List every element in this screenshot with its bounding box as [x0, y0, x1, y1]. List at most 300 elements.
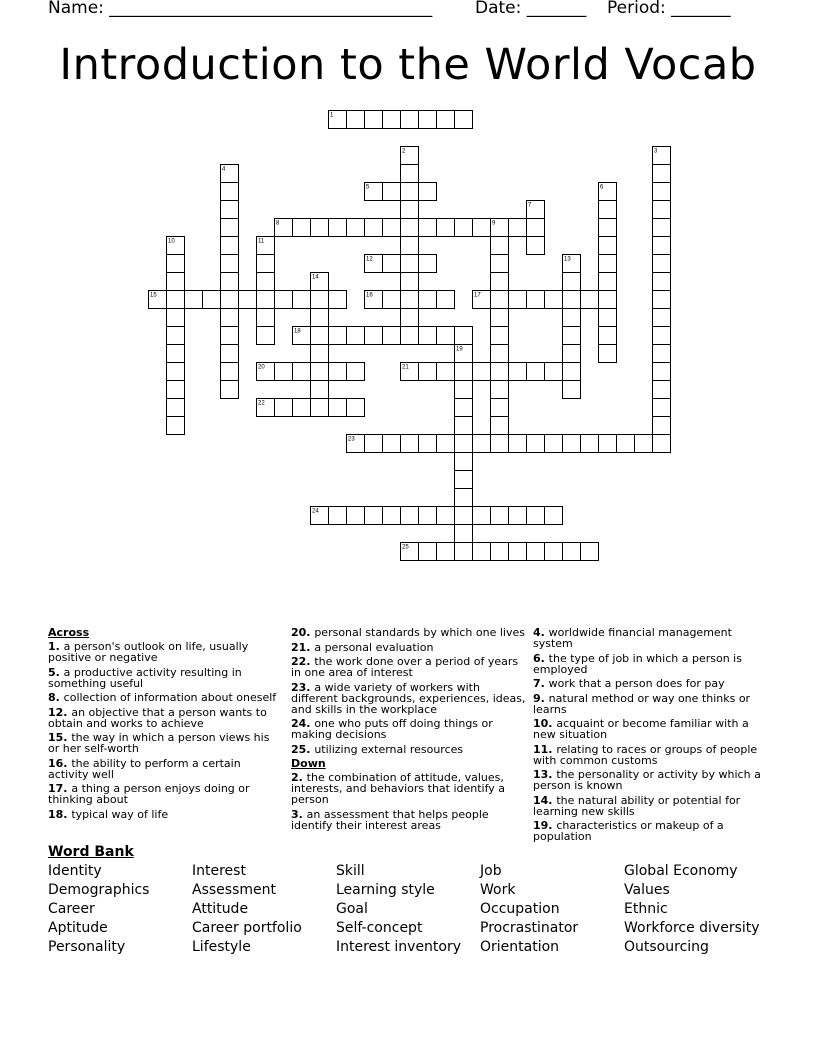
crossword-cell[interactable] — [509, 435, 527, 453]
crossword-cell[interactable] — [311, 309, 329, 327]
crossword-cell[interactable] — [491, 291, 509, 309]
clue-number: 1. — [48, 640, 64, 653]
crossword-cell[interactable] — [203, 291, 221, 309]
clue-text: work that a person does for pay — [548, 677, 725, 690]
crossword-cell[interactable] — [527, 543, 545, 561]
crossword-cell[interactable] — [563, 381, 581, 399]
word-bank-word: Workforce diversity — [624, 920, 760, 936]
crossword-cell[interactable] — [545, 363, 563, 381]
crossword-cell[interactable] — [167, 345, 185, 363]
across-clue — [291, 642, 527, 653]
crossword-cell[interactable] — [437, 363, 455, 381]
date-field[interactable]: Date: _______ — [475, 0, 587, 18]
crossword-cell[interactable] — [257, 255, 275, 273]
across-clue — [291, 656, 527, 678]
crossword-cell[interactable] — [401, 165, 419, 183]
crossword-cell[interactable] — [635, 435, 653, 453]
crossword-cell[interactable] — [455, 471, 473, 489]
clue-text: the work done over a period of years in one area of interest — [291, 655, 519, 679]
clue-number: 12 — [366, 256, 373, 263]
crossword-cell[interactable] — [653, 381, 671, 399]
crossword-cell[interactable] — [257, 291, 275, 309]
crossword-cell[interactable] — [455, 219, 473, 237]
clue-number: 16. — [48, 756, 72, 770]
crossword-cell[interactable] — [401, 273, 419, 291]
clue-number: 18 — [294, 328, 301, 335]
clue-number: 9. — [533, 691, 549, 705]
clue-number: 21. — [291, 640, 315, 654]
clue-number: 15. — [48, 731, 72, 744]
word-bank-word: Orientation — [480, 939, 560, 955]
crossword-cell[interactable] — [653, 345, 671, 363]
crossword-cell[interactable] — [491, 363, 509, 381]
crossword-cell[interactable] — [563, 435, 581, 453]
clue-text: an assessment that helps people identify their interest areas — [291, 807, 489, 832]
crossword-cell[interactable] — [491, 255, 509, 273]
crossword-cell[interactable] — [455, 399, 473, 417]
crossword-cell[interactable] — [329, 507, 347, 525]
clue-number: 3. — [291, 807, 307, 821]
clue-text: typical way of life — [71, 807, 169, 821]
crossword-cell[interactable] — [311, 363, 329, 381]
name-field[interactable]: Name: ______________________________________ — [48, 0, 433, 18]
crossword-cell[interactable] — [581, 291, 599, 309]
crossword-cell[interactable] — [653, 435, 671, 453]
word-bank-word: Career portfolio — [192, 920, 302, 936]
crossword-cell[interactable] — [563, 291, 581, 309]
crossword-cell[interactable] — [437, 507, 455, 525]
crossword-cell[interactable] — [365, 111, 383, 129]
crossword-cell[interactable] — [329, 363, 347, 381]
across-clue — [48, 783, 284, 805]
crossword-cell[interactable] — [491, 399, 509, 417]
crossword-cell[interactable] — [383, 219, 401, 237]
crossword-cell[interactable] — [437, 327, 455, 345]
crossword-cell[interactable] — [167, 327, 185, 345]
crossword-cell[interactable] — [401, 201, 419, 219]
crossword-cell[interactable] — [545, 543, 563, 561]
clue-text: the natural ability or potential for learning new skills — [533, 793, 741, 818]
clue-number: 4. — [533, 626, 549, 639]
crossword-cell[interactable] — [383, 111, 401, 129]
clue-number: 6 — [600, 184, 604, 191]
crossword-cell[interactable] — [563, 345, 581, 363]
crossword-cell[interactable] — [491, 237, 509, 255]
crossword-cell[interactable] — [653, 183, 671, 201]
crossword-cell[interactable] — [275, 363, 293, 381]
crossword-cell[interactable] — [599, 219, 617, 237]
crossword-cell[interactable] — [383, 291, 401, 309]
word-bank-word: Interest inventory — [336, 939, 462, 955]
crossword-cell[interactable] — [221, 363, 239, 381]
crossword-cell[interactable] — [167, 291, 185, 309]
crossword-cell[interactable] — [347, 363, 365, 381]
crossword-cell[interactable] — [221, 381, 239, 399]
down-clue — [533, 744, 769, 766]
word-bank-word: Ethnic — [624, 901, 668, 917]
crossword-cell[interactable] — [347, 507, 365, 525]
word-bank-word: Values — [624, 882, 670, 898]
crossword-cell[interactable] — [401, 255, 419, 273]
crossword-cell[interactable] — [455, 525, 473, 543]
across-clue — [48, 809, 284, 820]
clue-number: 11. — [533, 742, 557, 756]
crossword-cell[interactable] — [455, 363, 473, 381]
clue-number: 8 — [276, 220, 280, 227]
crossword-cell[interactable] — [509, 291, 527, 309]
crossword-cell[interactable] — [509, 507, 527, 525]
crossword-cell[interactable] — [653, 273, 671, 291]
word-bank-word: Work — [480, 882, 516, 898]
crossword-cell[interactable] — [401, 219, 419, 237]
clue-number: 24 — [312, 508, 319, 515]
crossword-cell[interactable] — [221, 273, 239, 291]
crossword-cell[interactable] — [437, 543, 455, 561]
crossword-cell[interactable] — [275, 291, 293, 309]
down-clue — [291, 809, 527, 831]
crossword-cell[interactable] — [401, 291, 419, 309]
word-bank-word: Attitude — [192, 901, 249, 917]
crossword-cell[interactable] — [185, 291, 203, 309]
crossword-cell[interactable] — [419, 255, 437, 273]
clue-number: 13 — [564, 256, 571, 263]
crossword-cell[interactable] — [545, 291, 563, 309]
crossword-cell[interactable] — [527, 363, 545, 381]
crossword-cell[interactable] — [563, 543, 581, 561]
crossword-cell[interactable] — [473, 543, 491, 561]
clue-number: 4 — [222, 166, 226, 173]
crossword-cell[interactable] — [365, 327, 383, 345]
clue-number: 18. — [48, 807, 72, 821]
crossword-cell[interactable] — [617, 435, 635, 453]
clue-number: 17 — [474, 292, 481, 299]
clue-number: 7. — [533, 677, 549, 690]
crossword-cell[interactable] — [257, 273, 275, 291]
crossword-cell[interactable] — [275, 399, 293, 417]
crossword-cell[interactable] — [419, 111, 437, 129]
period-field[interactable]: Period: _______ — [607, 0, 731, 18]
across-clue — [48, 692, 284, 703]
crossword-cell[interactable] — [401, 309, 419, 327]
crossword-cell[interactable] — [653, 399, 671, 417]
word-bank-word: Job — [480, 863, 502, 879]
crossword-cell[interactable] — [653, 165, 671, 183]
clue-number: 24. — [291, 717, 315, 730]
crossword-cell[interactable] — [383, 327, 401, 345]
crossword-cell[interactable] — [347, 111, 365, 129]
crossword-cell[interactable] — [365, 435, 383, 453]
crossword-cell[interactable] — [473, 363, 491, 381]
crossword-cell[interactable] — [653, 255, 671, 273]
clue-text: acquaint or become familiar with a new situation — [533, 717, 749, 741]
across-clue — [48, 732, 284, 754]
word-bank-word: Interest — [192, 863, 246, 879]
crossword-cell[interactable] — [347, 327, 365, 345]
word-bank-word: Learning style — [336, 882, 435, 898]
crossword-cell[interactable] — [563, 363, 581, 381]
down-clue — [533, 653, 769, 675]
crossword-cell[interactable] — [221, 201, 239, 219]
crossword-cell[interactable] — [293, 399, 311, 417]
down-clue — [533, 795, 769, 817]
across-clue — [48, 758, 284, 780]
clue-number: 6. — [533, 651, 549, 665]
down-clue — [533, 678, 769, 689]
clue-text: personal standards by which one lives — [314, 626, 525, 639]
crossword-cell[interactable] — [653, 219, 671, 237]
crossword-cell[interactable] — [329, 399, 347, 417]
crossword-cell[interactable] — [329, 327, 347, 345]
clue-text: the personality or activity by which a person is known — [533, 768, 761, 792]
word-bank-word: Aptitude — [48, 920, 108, 936]
crossword-cell[interactable] — [599, 237, 617, 255]
crossword-cell[interactable] — [455, 453, 473, 471]
crossword-cell[interactable] — [311, 219, 329, 237]
crossword-cell[interactable] — [491, 345, 509, 363]
crossword-cell[interactable] — [257, 327, 275, 345]
crossword-cell[interactable] — [581, 543, 599, 561]
crossword-cell[interactable] — [221, 327, 239, 345]
crossword-cell[interactable] — [419, 291, 437, 309]
crossword-cell[interactable] — [599, 345, 617, 363]
crossword-cell[interactable] — [563, 273, 581, 291]
crossword-cell[interactable] — [527, 507, 545, 525]
word-bank-word: Lifestyle — [192, 939, 251, 955]
crossword-cell[interactable] — [167, 255, 185, 273]
clues-column-2 — [291, 627, 527, 834]
crossword-cell[interactable] — [599, 291, 617, 309]
crossword-cell[interactable] — [221, 309, 239, 327]
clue-text: worldwide financial management system — [533, 626, 732, 650]
crossword-cell[interactable] — [221, 345, 239, 363]
crossword-cell[interactable] — [509, 543, 527, 561]
clue-number: 25 — [402, 544, 409, 551]
crossword-cell[interactable] — [311, 381, 329, 399]
crossword-cell[interactable] — [221, 183, 239, 201]
clues-column-3 — [533, 627, 769, 846]
crossword-cell[interactable] — [167, 309, 185, 327]
crossword-cell[interactable] — [257, 309, 275, 327]
crossword-cell[interactable] — [167, 399, 185, 417]
across-clue — [48, 641, 284, 663]
clue-number: 20 — [258, 364, 265, 371]
crossword-cell[interactable] — [347, 399, 365, 417]
down-clue — [533, 820, 769, 842]
crossword-cell[interactable] — [221, 291, 239, 309]
clue-number: 5. — [48, 665, 64, 679]
crossword-cell[interactable] — [401, 507, 419, 525]
crossword-cell[interactable] — [455, 327, 473, 345]
crossword-cell[interactable] — [473, 507, 491, 525]
crossword-cell[interactable] — [491, 543, 509, 561]
crossword-cell[interactable] — [599, 309, 617, 327]
crossword-cell[interactable] — [599, 327, 617, 345]
crossword-cell[interactable] — [365, 507, 383, 525]
crossword-cell[interactable] — [581, 435, 599, 453]
crossword-cell[interactable] — [419, 363, 437, 381]
crossword-cell[interactable] — [311, 345, 329, 363]
crossword-cell[interactable] — [401, 111, 419, 129]
crossword-cell[interactable] — [383, 435, 401, 453]
crossword-cell[interactable] — [599, 201, 617, 219]
crossword-cell[interactable] — [329, 291, 347, 309]
crossword-cell[interactable] — [167, 273, 185, 291]
crossword-cell[interactable] — [491, 309, 509, 327]
clue-number: 8. — [48, 691, 64, 704]
crossword-cell[interactable] — [455, 111, 473, 129]
page-title: Introduction to the World Vocab — [59, 40, 757, 90]
clue-text: the type of job in which a person is employed — [533, 651, 742, 676]
crossword-cell[interactable] — [599, 255, 617, 273]
down-clue — [291, 772, 527, 805]
crossword-cell[interactable] — [563, 327, 581, 345]
crossword-cell[interactable] — [437, 435, 455, 453]
crossword-cell[interactable] — [293, 219, 311, 237]
across-clue — [48, 667, 284, 689]
crossword-cell[interactable] — [167, 417, 185, 435]
crossword-cell[interactable] — [653, 237, 671, 255]
word-bank-title: Word Bank — [48, 844, 134, 860]
crossword-cell[interactable] — [383, 255, 401, 273]
clue-text: a productive activity resulting in something useful — [48, 665, 242, 690]
clue-number: 22. — [291, 655, 315, 668]
crossword-cell[interactable] — [491, 507, 509, 525]
crossword-cell[interactable] — [509, 363, 527, 381]
crossword-cell[interactable] — [437, 111, 455, 129]
crossword-cell[interactable] — [293, 363, 311, 381]
crossword-cell[interactable] — [437, 219, 455, 237]
crossword-cell[interactable] — [491, 273, 509, 291]
clue-number: 9 — [492, 220, 496, 227]
word-bank-word: Outsourcing — [624, 939, 709, 955]
crossword-cell[interactable] — [419, 507, 437, 525]
crossword-cell[interactable] — [419, 219, 437, 237]
clue-number: 21 — [402, 364, 409, 371]
crossword-cell[interactable] — [311, 327, 329, 345]
crossword-cell[interactable] — [527, 291, 545, 309]
crossword-cell[interactable] — [473, 435, 491, 453]
crossword-cell[interactable] — [455, 543, 473, 561]
clue-number: 13. — [533, 768, 557, 781]
word-bank — [48, 863, 808, 963]
crossword-cell[interactable] — [527, 237, 545, 255]
crossword-cell[interactable] — [419, 435, 437, 453]
crossword-cell[interactable] — [419, 183, 437, 201]
down-heading: Down — [291, 757, 326, 770]
crossword-cell[interactable] — [491, 381, 509, 399]
word-bank-word: Identity — [48, 863, 102, 879]
crossword-cell[interactable] — [653, 291, 671, 309]
crossword-cell[interactable] — [239, 291, 257, 309]
crossword-cell[interactable] — [365, 219, 383, 237]
crossword-cell[interactable] — [545, 435, 563, 453]
clue-text: the way in which a person views his or her self-worth — [48, 731, 270, 755]
clue-text: the ability to perform a certain activity well — [48, 756, 241, 781]
across-clue — [291, 744, 527, 755]
crossword-cell[interactable] — [599, 273, 617, 291]
across-clue — [48, 707, 284, 729]
crossword-cell[interactable] — [221, 255, 239, 273]
clue-number: 17. — [48, 782, 72, 795]
across-clue — [291, 682, 527, 715]
crossword-cell[interactable] — [419, 543, 437, 561]
crossword-cell[interactable] — [653, 417, 671, 435]
clue-number: 10. — [533, 717, 557, 730]
crossword-cell[interactable] — [653, 309, 671, 327]
crossword-cell[interactable] — [167, 363, 185, 381]
clue-number: 5 — [366, 184, 370, 191]
crossword-cell[interactable] — [527, 219, 545, 237]
crossword-cell[interactable] — [401, 435, 419, 453]
crossword-cell[interactable] — [491, 417, 509, 435]
across-heading: Across — [48, 626, 90, 639]
clue-text: the combination of attitude, values, interests, and behaviors that identify a person — [291, 771, 506, 806]
clue-number: 22 — [258, 400, 265, 407]
crossword-cell[interactable] — [455, 507, 473, 525]
crossword-cell[interactable] — [491, 435, 509, 453]
crossword-cell[interactable] — [167, 381, 185, 399]
crossword-cell[interactable] — [455, 489, 473, 507]
crossword-cell[interactable] — [653, 201, 671, 219]
clue-number: 2 — [402, 148, 406, 155]
clue-number: 3 — [654, 148, 658, 155]
word-bank-word: Skill — [336, 863, 365, 879]
clue-number: 1 — [330, 112, 334, 119]
crossword-cell[interactable] — [383, 183, 401, 201]
crossword-cell[interactable] — [401, 237, 419, 255]
word-bank-word: Self-concept — [336, 920, 423, 936]
crossword-cell[interactable] — [563, 309, 581, 327]
clue-text: an objective that a person wants to obtain and works to achieve — [48, 705, 267, 730]
across-clue — [291, 718, 527, 740]
crossword-cell[interactable] — [653, 363, 671, 381]
across-clue — [291, 627, 527, 638]
crossword-cell[interactable] — [509, 219, 527, 237]
crossword-cell[interactable] — [221, 219, 239, 237]
crossword-cell[interactable] — [419, 327, 437, 345]
word-bank-word: Procrastinator — [480, 920, 579, 936]
crossword-cell[interactable] — [383, 507, 401, 525]
crossword-cell[interactable] — [473, 219, 491, 237]
crossword-cell[interactable] — [437, 291, 455, 309]
clue-number: 23 — [348, 436, 355, 443]
crossword-cell[interactable] — [653, 327, 671, 345]
crossword-cell[interactable] — [293, 291, 311, 309]
word-bank-word: Global Economy — [624, 863, 738, 879]
clue-text: utilizing external resources — [314, 742, 464, 756]
crossword-cell[interactable] — [347, 219, 365, 237]
clue-number: 16 — [366, 292, 373, 299]
crossword-cell[interactable] — [401, 183, 419, 201]
clue-text: natural method or way one thinks or learns — [533, 691, 751, 716]
crossword-cell[interactable] — [455, 435, 473, 453]
clue-number: 19 — [456, 346, 463, 353]
crossword-cell[interactable] — [599, 435, 617, 453]
crossword-cell[interactable] — [311, 399, 329, 417]
crossword-cell[interactable] — [527, 435, 545, 453]
crossword-cell[interactable] — [311, 291, 329, 309]
crossword-cell[interactable] — [455, 381, 473, 399]
crossword-cell[interactable] — [491, 327, 509, 345]
word-bank-word: Goal — [336, 901, 368, 917]
crossword-cell[interactable] — [329, 219, 347, 237]
crossword-cell[interactable] — [221, 237, 239, 255]
clue-number: 12. — [48, 705, 72, 719]
crossword-cell[interactable] — [455, 417, 473, 435]
crossword-cell[interactable] — [401, 327, 419, 345]
word-bank-word: Personality — [48, 939, 126, 955]
crossword-cell[interactable] — [545, 507, 563, 525]
